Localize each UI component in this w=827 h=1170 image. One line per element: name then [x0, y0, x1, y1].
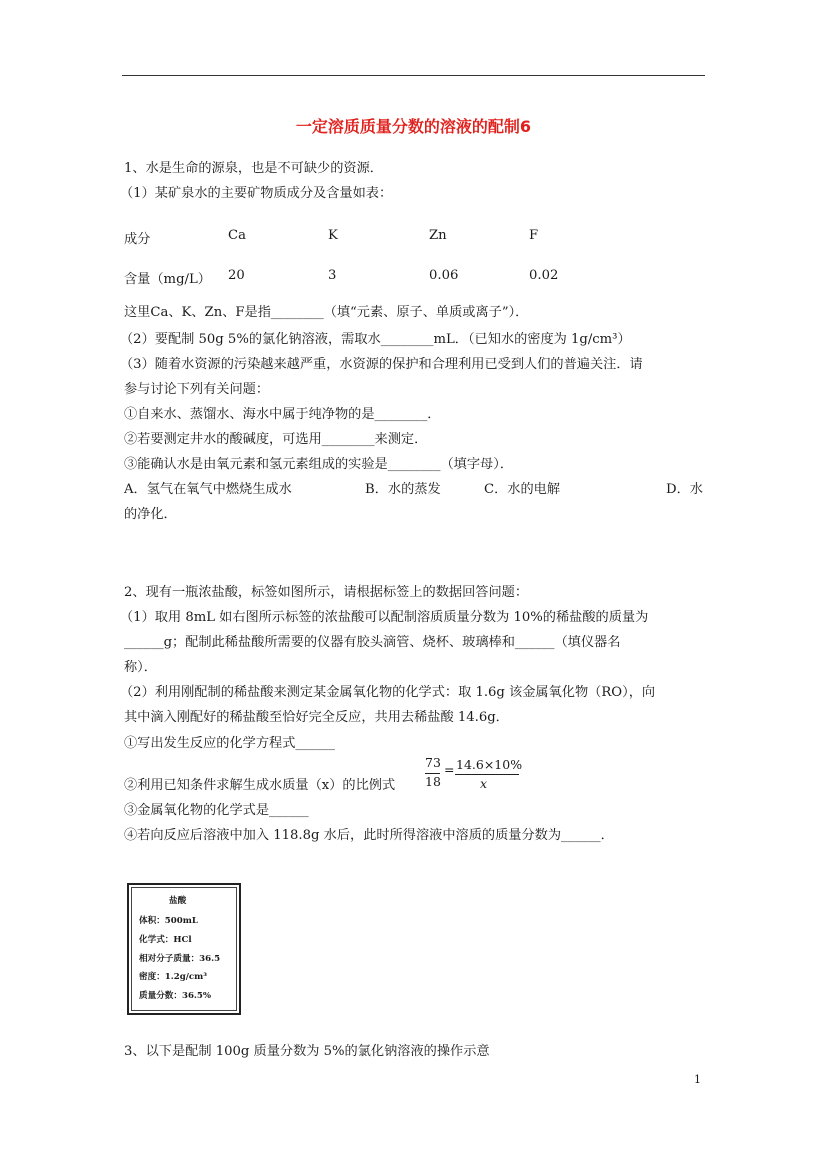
q1-part2: （2）要配制 50g 5%的氯化钠溶液，需取水________mL．（已知水的密度为 1g/cm³）: [120, 332, 631, 347]
q1-option-b: B．水的蒸发: [365, 482, 441, 497]
hydrochloric-acid-label: [127, 883, 241, 1015]
table-cell-f: 0.02: [529, 268, 559, 283]
q1-sub3: ③能确认水是由氧元素和氢元素组成的实验是________（填字母）．: [124, 457, 514, 472]
table-header-component: 成分: [124, 232, 151, 247]
q2-sub2: ②利用已知条件求解生成水质量（x）的比例式: [124, 778, 396, 793]
q2-p2-line2: 其中滴入刚配好的稀盐酸至恰好完全反应，共用去稀盐酸 14.6g．: [124, 710, 509, 725]
q1-line-here: 这里Ca、K、Zn、F是指________（填“元素、原子、单质或离子”）．: [124, 305, 529, 320]
ratio-formula: [425, 755, 525, 793]
page-number: 1: [694, 1073, 701, 1086]
table-cell-ca: 20: [228, 268, 245, 283]
table-header-zn: Zn: [429, 228, 447, 243]
q1-part3-line2: 参与讨论下列有关问题：: [124, 382, 270, 397]
label-volume: 体积：500mL: [139, 916, 198, 926]
q2-sub1: ①写出发生反应的化学方程式______: [124, 736, 335, 751]
label-name: 盐酸: [169, 896, 187, 906]
q2-p1-line1: （1）取用 8mL 如右图所示标签的浓盐酸可以配制溶质质量分数为 10%的稀盐酸的质量为: [120, 610, 649, 625]
label-molecular-mass: 相对分子质量：36.5: [139, 954, 221, 964]
formula-right-numerator: 14.6×10%: [456, 757, 523, 772]
q2-p1-line2: ______g；配制此稀盐酸所需要的仪器有胶头滴管、烧杯、玻璃棒和______（填仪器名: [124, 635, 621, 650]
page-title: 一定溶质质量分数的溶液的配制6: [295, 117, 532, 136]
q1-option-d: D．水: [666, 482, 703, 497]
q1-option-d-wrap: 的净化．: [124, 507, 177, 522]
formula-left-denominator: 18: [425, 774, 441, 789]
q3-intro: 3、以下是配制 100g 质量分数为 5%的氯化钠溶液的操作示意: [124, 1044, 490, 1059]
q2-p1-line3: 称）．: [124, 660, 157, 675]
q2-sub4: ④若向反应后溶液中加入 118.8g 水后，此时所得溶液中溶质的质量分数为______．: [124, 828, 614, 843]
table-header-k: K: [328, 228, 338, 243]
q1-option-a: A．氢气在氧气中燃烧生成水: [124, 482, 292, 497]
q2-p2-line1: （2）利用刚配制的稀盐酸来测定某金属氧化物的化学式：取 1.6g 该金属氧化物（RO），向: [120, 685, 656, 700]
formula-right-denominator: x: [480, 776, 488, 791]
q1-option-c: C．水的电解: [484, 482, 561, 497]
table-header-ca: Ca: [228, 228, 246, 243]
formula-left-numerator: 73: [425, 755, 441, 770]
label-mass-fraction: 质量分数：36.5%: [139, 991, 212, 1001]
header-rule: [122, 75, 705, 76]
q2-intro: 2、现有一瓶浓盐酸，标签如图所示，请根据标签上的数据回答问题：: [124, 585, 529, 600]
q1-sub2: ②若要测定井水的酸碱度，可选用________来测定．: [124, 432, 428, 447]
formula-right-bar: [455, 774, 519, 775]
table-header-f: F: [529, 228, 539, 243]
q1-part3-line1: （3）随着水资源的污染越来越严重，水资源的保护和合理利用已受到人们的普遍关注．请: [120, 357, 643, 372]
q1-sub1: ①自来水、蒸馏水、海水中属于纯净物的是________．: [124, 407, 441, 422]
table-row-label: 含量（mg/L）: [124, 272, 211, 287]
q1-part1: （1）某矿泉水的主要矿物质成分及含量如表：: [120, 186, 393, 201]
label-formula: 化学式：HCl: [139, 935, 192, 945]
q2-sub3: ③金属氧化物的化学式是______: [124, 803, 309, 818]
q1-intro: 1、水是生命的源泉，也是不可缺少的资源．: [124, 161, 383, 176]
table-cell-zn: 0.06: [429, 268, 459, 283]
table-cell-k: 3: [328, 268, 337, 283]
label-density: 密度：1.2g/cm³: [139, 972, 207, 982]
formula-equals: =: [444, 762, 455, 777]
